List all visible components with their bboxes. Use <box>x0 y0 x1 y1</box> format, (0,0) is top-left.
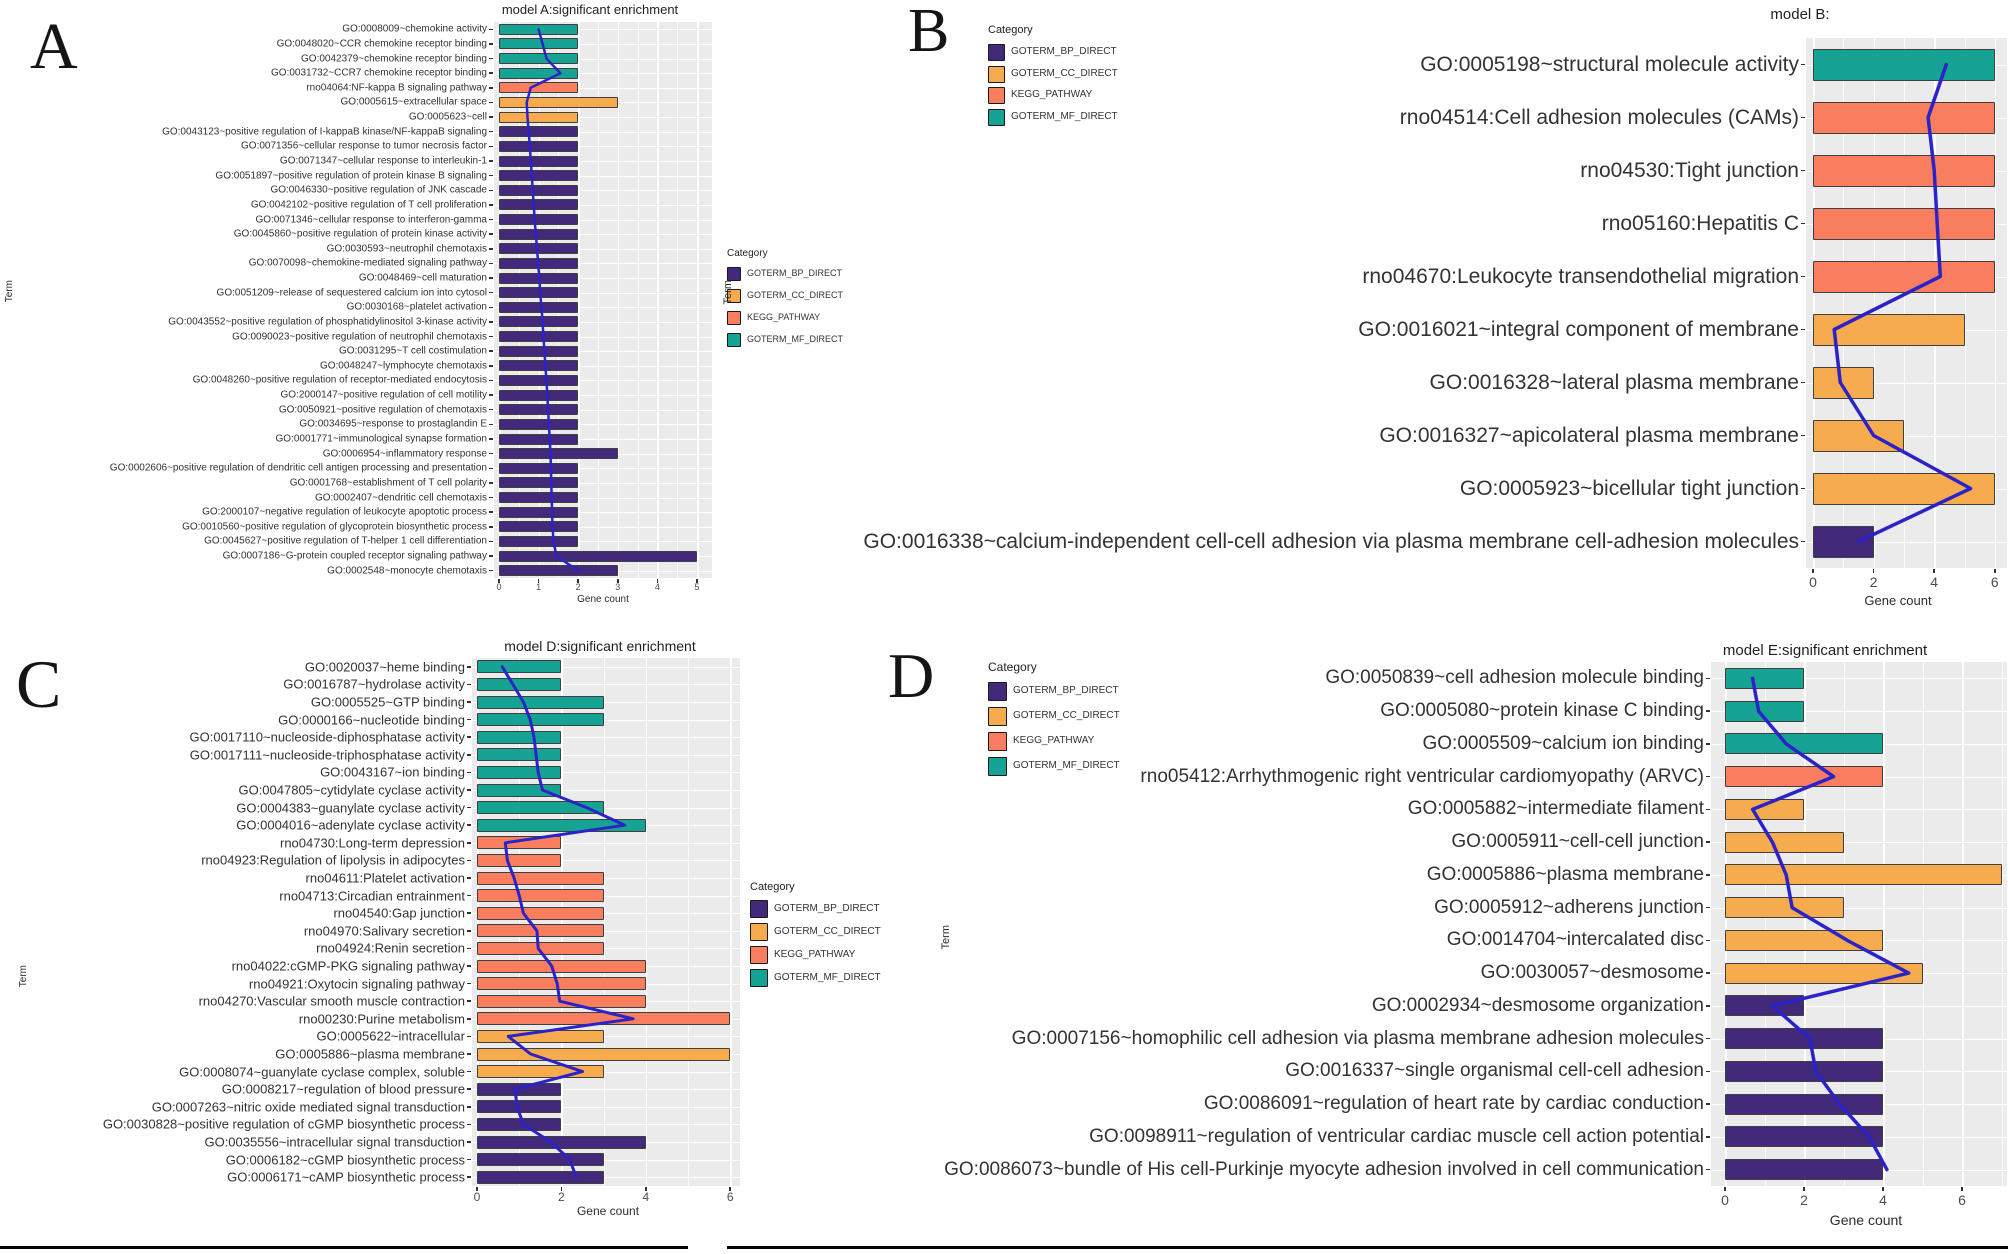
y-tick-mark <box>467 965 471 967</box>
term-label: GO:0005509~calcium ion binding <box>1422 732 1704 754</box>
x-tick-label: 5 <box>694 582 700 592</box>
x-tick-label: 2 <box>1869 574 1878 590</box>
y-tick-mark <box>489 453 493 455</box>
legend-label: GOTERM_MF_DIRECT <box>774 971 881 983</box>
x-tick-label: 6 <box>726 1190 734 1204</box>
x-tick-label: 6 <box>1958 1192 1966 1208</box>
x-tick-mark <box>1933 569 1935 573</box>
term-label: GO:0002548~monocyte chemotaxis <box>327 565 487 577</box>
term-label: GO:0016337~single organismal cell-cell adhesion <box>1285 1060 1704 1082</box>
legend-swatch-KEGG_PATHWAY <box>988 87 1005 104</box>
legend-swatch-GOTERM_BP_DIRECT <box>988 682 1007 701</box>
x-axis-title: Gene count <box>1864 593 1932 608</box>
legend-label: KEGG_PATHWAY <box>1011 89 1093 101</box>
term-label: GO:0017110~nucleoside-diphosphatase activity <box>189 729 465 745</box>
term-label: rno04270:Vascular smooth muscle contraction <box>198 993 465 1009</box>
y-tick-mark <box>1801 329 1805 331</box>
y-tick-mark <box>489 526 493 528</box>
term-label: GO:0030593~neutrophil chemotaxis <box>326 243 487 255</box>
y-tick-mark <box>467 1124 471 1126</box>
legend-label: GOTERM_CC_DIRECT <box>1011 67 1118 79</box>
term-label: rno05160:Hepatitis C <box>1601 211 1799 235</box>
y-tick-mark <box>467 1000 471 1002</box>
term-label: rno04924:Renin secretion <box>316 940 465 956</box>
term-label: GO:0031732~CCR7 chemokine receptor binding <box>271 67 487 79</box>
y-tick-mark <box>489 263 493 265</box>
legend-label: GOTERM_CC_DIRECT <box>774 925 881 937</box>
y-tick-mark <box>1706 1038 1710 1040</box>
term-label: GO:0070098~chemokine-mediated signaling pathway <box>248 257 487 269</box>
y-tick-mark <box>1706 940 1710 942</box>
y-tick-mark <box>467 895 471 897</box>
term-label: GO:0030168~platelet activation <box>346 301 487 313</box>
y-tick-mark <box>489 29 493 31</box>
y-tick-mark <box>489 541 493 543</box>
y-tick-mark <box>467 1088 471 1090</box>
y-tick-mark <box>1801 64 1805 66</box>
legend-label: GOTERM_BP_DIRECT <box>1011 46 1117 58</box>
y-tick-mark <box>1706 776 1710 778</box>
y-tick-mark <box>1801 488 1805 490</box>
legend-swatch-GOTERM_BP_DIRECT <box>727 267 741 281</box>
y-tick-mark <box>489 131 493 133</box>
term-label: GO:0001771~immunological synapse formation <box>275 433 487 445</box>
y-tick-mark <box>467 860 471 862</box>
x-tick-label: 0 <box>496 582 502 592</box>
legend-label: GOTERM_MF_DIRECT <box>747 334 844 345</box>
legend-swatch-GOTERM_CC_DIRECT <box>988 66 1005 83</box>
term-label: GO:0008009~chemokine activity <box>342 23 487 35</box>
legend-swatch-KEGG_PATHWAY <box>727 311 741 325</box>
term-label: GO:0005923~bicellular tight junction <box>1459 476 1799 500</box>
y-tick-mark <box>489 438 493 440</box>
x-axis-title: Gene count <box>1829 1212 1903 1228</box>
y-tick-mark <box>489 394 493 396</box>
legend-label: GOTERM_CC_DIRECT <box>747 290 844 301</box>
y-tick-mark <box>489 380 493 382</box>
term-label: GO:0007263~nitric oxide mediated signal transduction <box>151 1099 465 1115</box>
x-tick-label: 3 <box>615 582 621 592</box>
y-tick-mark <box>467 1036 471 1038</box>
legend-title: Category <box>750 881 795 893</box>
term-label: GO:0016328~lateral plasma membrane <box>1429 370 1799 394</box>
legend-label: GOTERM_BP_DIRECT <box>774 902 880 914</box>
x-axis-title: Gene count <box>577 594 629 605</box>
x-tick-mark <box>1882 1187 1884 1191</box>
term-label: rno04022:cGMP-PKG signaling pathway <box>231 958 465 974</box>
y-tick-mark <box>489 555 493 557</box>
term-label: GO:0005623~cell <box>408 111 487 123</box>
y-tick-mark <box>467 877 471 879</box>
y-tick-mark <box>489 468 493 470</box>
term-label: GO:0086073~bundle of His cell-Purkinje myocyte adhesion involved in cell communication <box>944 1158 1704 1180</box>
y-tick-mark <box>1706 841 1710 843</box>
y-tick-mark <box>489 336 493 338</box>
term-label: GO:0042102~positive regulation of T cell proliferation <box>250 199 487 211</box>
term-label: GO:0002606~positive regulation of dendritic cell antigen processing and presentation <box>109 462 487 474</box>
legend-label: GOTERM_MF_DIRECT <box>1011 110 1118 122</box>
bottom-rule-right <box>727 1246 2008 1249</box>
legend-swatch-GOTERM_BP_DIRECT <box>988 44 1005 61</box>
x-tick-label: 4 <box>1879 1192 1887 1208</box>
legend-swatch-GOTERM_MF_DIRECT <box>750 969 768 987</box>
term-label: GO:0051897~positive regulation of protein kinase B signaling <box>215 170 487 182</box>
term-label: rno04923:Regulation of lipolysis in adipocytes <box>201 852 465 868</box>
legend-swatch-KEGG_PATHWAY <box>988 732 1007 751</box>
term-label: GO:0014704~intercalated disc <box>1446 929 1704 951</box>
y-tick-mark <box>467 1106 471 1108</box>
term-label: GO:0042379~chemokine receptor binding <box>301 53 487 65</box>
panel-A-title: model A:significant enrichment <box>501 2 679 17</box>
y-tick-mark <box>1706 1071 1710 1073</box>
x-tick-label: 4 <box>642 1190 650 1204</box>
term-label: rno04064:NF-kappa B signaling pathway <box>306 82 487 94</box>
y-tick-mark <box>489 570 493 572</box>
term-label: GO:0071356~cellular response to tumor necrosis factor <box>241 140 487 152</box>
term-label: GO:0050839~cell adhesion molecule binding <box>1325 667 1704 689</box>
trend-line <box>494 22 712 578</box>
y-tick-mark <box>467 930 471 932</box>
legend-swatch-GOTERM_MF_DIRECT <box>988 109 1005 126</box>
term-label: GO:0002934~desmosome organization <box>1371 994 1704 1016</box>
y-tick-mark <box>489 365 493 367</box>
bottom-rule-left <box>0 1246 688 1249</box>
x-axis-title: Gene count <box>576 1204 640 1218</box>
term-label: GO:0010560~positive regulation of glycoprotein biosynthetic process <box>182 521 487 533</box>
legend-title: Category <box>988 24 1033 36</box>
term-label: GO:0016338~calcium-independent cell-cell adhesion via plasma membrane cell-adhesion molecules <box>863 529 1799 553</box>
y-axis-title: Term <box>4 280 15 303</box>
y-tick-mark <box>489 233 493 235</box>
y-tick-mark <box>1706 907 1710 909</box>
legend-swatch-KEGG_PATHWAY <box>750 946 768 964</box>
term-label: GO:0086091~regulation of heart rate by cardiac conduction <box>1203 1093 1704 1115</box>
term-label: rno05412:Arrhythmogenic right ventricular cardiomyopathy (ARVC) <box>1140 765 1704 787</box>
legend-title: Category <box>727 248 768 259</box>
term-label: GO:0006171~cAMP biosynthetic process <box>227 1169 465 1185</box>
term-label: GO:0043167~ion binding <box>320 764 465 780</box>
y-tick-mark <box>467 789 471 791</box>
y-tick-mark <box>489 175 493 177</box>
legend-label: GOTERM_CC_DIRECT <box>1013 710 1120 722</box>
y-tick-mark <box>1706 1103 1710 1105</box>
term-label: rno04540:Gap junction <box>333 905 465 921</box>
y-tick-mark <box>467 842 471 844</box>
term-label: GO:0048469~cell maturation <box>358 272 487 284</box>
y-tick-mark <box>489 482 493 484</box>
term-label: rno04670:Leukocyte transendothelial migration <box>1362 264 1799 288</box>
y-tick-mark <box>489 409 493 411</box>
trend-line <box>472 658 740 1186</box>
term-label: GO:0030057~desmosome <box>1480 962 1704 984</box>
term-label: GO:0047805~cytidylate cyclase activity <box>238 782 465 798</box>
term-label: GO:0045860~positive regulation of protein kinase activity <box>233 228 487 240</box>
y-tick-mark <box>489 307 493 309</box>
term-label: GO:0046330~positive regulation of JNK cascade <box>270 184 487 196</box>
term-label: GO:0005886~plasma membrane <box>275 1046 465 1062</box>
term-label: GO:0016021~integral component of membrane <box>1358 317 1799 341</box>
term-label: rno04730:Long-term depression <box>279 835 465 851</box>
term-label: GO:0005912~adherens junction <box>1434 896 1704 918</box>
y-tick-mark <box>467 1018 471 1020</box>
term-label: GO:0045627~positive regulation of T-helper 1 cell differentiation <box>204 535 487 547</box>
y-tick-mark <box>1801 382 1805 384</box>
y-tick-mark <box>467 701 471 703</box>
y-tick-mark <box>1801 223 1805 225</box>
x-tick-label: 2 <box>558 1190 565 1204</box>
y-tick-mark <box>467 807 471 809</box>
term-label: GO:0005882~intermediate filament <box>1407 798 1704 820</box>
y-tick-mark <box>467 1053 471 1055</box>
y-tick-mark <box>467 983 471 985</box>
y-tick-mark <box>489 424 493 426</box>
legend-swatch-GOTERM_BP_DIRECT <box>750 900 768 918</box>
term-label: GO:0017111~nucleoside-triphosphatase activity <box>189 747 465 763</box>
x-tick-label: 0 <box>1809 574 1817 590</box>
y-axis-title: Term <box>940 925 952 950</box>
y-tick-mark <box>489 204 493 206</box>
legend-label: GOTERM_MF_DIRECT <box>1013 760 1120 772</box>
y-tick-mark <box>1706 1005 1710 1007</box>
y-tick-mark <box>1706 710 1710 712</box>
term-label: GO:0071346~cellular response to interferon-gamma <box>255 214 487 226</box>
term-label: GO:0016787~hydrolase activity <box>283 676 465 692</box>
x-tick-label: 6 <box>1990 574 1999 590</box>
term-label: GO:0048247~lymphocyte chemotaxis <box>319 360 487 372</box>
term-label: GO:0043123~positive regulation of I-kappaB kinase/NF-kappaB signaling <box>162 126 487 138</box>
x-tick-mark <box>1961 1187 1963 1191</box>
y-tick-mark <box>467 1141 471 1143</box>
y-tick-mark <box>467 824 471 826</box>
y-tick-mark <box>1706 743 1710 745</box>
y-tick-mark <box>489 146 493 148</box>
x-tick-mark <box>1994 569 1996 573</box>
x-tick-label: 2 <box>1800 1192 1808 1208</box>
y-tick-mark <box>489 160 493 162</box>
term-label: GO:0035556~intracellular signal transduction <box>204 1134 465 1150</box>
term-label: rno04921:Oxytocin signaling pathway <box>248 976 465 992</box>
y-tick-mark <box>1706 972 1710 974</box>
y-tick-mark <box>489 58 493 60</box>
term-label: GO:0020037~heme binding <box>304 659 465 675</box>
trend-line <box>1711 662 2007 1186</box>
y-tick-mark <box>489 102 493 104</box>
panel-C-title: model D:significant enrichment <box>504 638 696 654</box>
term-label: GO:0005886~plasma membrane <box>1426 863 1704 885</box>
term-label: GO:0005622~intracellular <box>316 1028 465 1044</box>
term-label: GO:0005080~protein kinase C binding <box>1380 700 1704 722</box>
term-label: GO:0005615~extracellular space <box>340 96 487 108</box>
x-tick-mark <box>1873 569 1875 573</box>
term-label: GO:0007186~G-protein coupled receptor signaling pathway <box>222 550 487 562</box>
y-tick-mark <box>1801 276 1805 278</box>
y-tick-mark <box>489 43 493 45</box>
term-label: GO:2000147~positive regulation of cell motility <box>280 389 487 401</box>
legend-swatch-GOTERM_CC_DIRECT <box>750 923 768 941</box>
legend-label: GOTERM_BP_DIRECT <box>747 268 843 279</box>
y-tick-mark <box>1706 809 1710 811</box>
term-label: GO:0034695~response to prostaglandin E <box>299 418 487 430</box>
y-tick-mark <box>467 666 471 668</box>
y-tick-mark <box>489 292 493 294</box>
term-label: GO:0008217~regulation of blood pressure <box>221 1081 465 1097</box>
y-tick-mark <box>489 87 493 89</box>
legend-title: Category <box>988 660 1037 674</box>
y-axis-title: Term <box>722 280 734 305</box>
y-tick-mark <box>467 684 471 686</box>
term-label: GO:0051209~release of sequestered calcium ion into cytosol <box>216 287 487 299</box>
term-label: rno04514:Cell adhesion molecules (CAMs) <box>1399 105 1799 129</box>
x-tick-label: 1 <box>536 582 542 592</box>
term-label: GO:0050921~positive regulation of chemotaxis <box>278 404 487 416</box>
term-label: GO:0002407~dendritic cell chemotaxis <box>314 492 487 504</box>
x-tick-label: 0 <box>473 1190 481 1204</box>
y-tick-mark <box>1706 874 1710 876</box>
term-label: GO:0098911~regulation of ventricular cardiac muscle cell action potential <box>1089 1125 1704 1147</box>
term-label: GO:0006182~cGMP biosynthetic process <box>225 1152 465 1168</box>
x-tick-label: 4 <box>1930 574 1939 590</box>
y-tick-mark <box>1706 678 1710 680</box>
legend-swatch-GOTERM_CC_DIRECT <box>988 707 1007 726</box>
y-tick-mark <box>489 190 493 192</box>
term-label: GO:0016327~apicolateral plasma membrane <box>1379 423 1799 447</box>
x-tick-mark <box>1724 1187 1726 1191</box>
y-tick-mark <box>1706 1169 1710 1171</box>
x-tick-label: 2 <box>575 582 581 592</box>
x-tick-label: 4 <box>654 582 660 592</box>
term-label: GO:0031295~T cell costimulation <box>339 345 487 357</box>
y-tick-mark <box>489 321 493 323</box>
term-label: GO:0090023~positive regulation of neutrophil chemotaxis <box>232 331 487 343</box>
legend-label: KEGG_PATHWAY <box>747 312 821 323</box>
term-label: GO:0004383~guanylate cyclase activity <box>236 800 465 816</box>
panel-A-letter: A <box>30 10 78 83</box>
term-label: GO:0007156~homophilic cell adhesion via plasma membrane adhesion molecules <box>1011 1027 1704 1049</box>
term-label: GO:0071347~cellular response to interleukin-1 <box>279 155 487 167</box>
y-tick-mark <box>489 219 493 221</box>
term-label: GO:0000166~nucleotide binding <box>278 712 465 728</box>
y-tick-mark <box>1801 170 1805 172</box>
panel-B-letter: B <box>908 0 950 65</box>
term-label: GO:0005198~structural molecule activity <box>1420 52 1799 76</box>
legend-swatch-GOTERM_MF_DIRECT <box>727 333 741 347</box>
panel-C-letter: C <box>16 646 62 722</box>
x-tick-mark <box>1803 1187 1805 1191</box>
y-tick-mark <box>489 72 493 74</box>
y-tick-mark <box>489 116 493 118</box>
term-label: GO:0048020~CCR chemokine receptor binding <box>276 38 487 50</box>
term-label: GO:0004016~adenylate cyclase activity <box>236 817 465 833</box>
legend-label: KEGG_PATHWAY <box>1013 735 1095 747</box>
y-tick-mark <box>467 912 471 914</box>
y-tick-mark <box>467 948 471 950</box>
term-label: rno04530:Tight junction <box>1580 158 1799 182</box>
y-tick-mark <box>467 736 471 738</box>
term-label: GO:0043552~positive regulation of phosphatidylinositol 3-kinase activity <box>168 316 487 328</box>
legend-label: KEGG_PATHWAY <box>774 948 856 960</box>
y-tick-mark <box>467 719 471 721</box>
legend-swatch-GOTERM_MF_DIRECT <box>988 757 1007 776</box>
panel-D-letter: D <box>888 640 935 711</box>
y-tick-mark <box>489 277 493 279</box>
y-tick-mark <box>467 772 471 774</box>
term-label: GO:0001768~establishment of T cell polarity <box>289 477 487 489</box>
y-tick-mark <box>489 350 493 352</box>
y-tick-mark <box>467 1176 471 1178</box>
y-tick-mark <box>1801 541 1805 543</box>
term-label: GO:0006954~inflammatory response <box>322 448 487 460</box>
term-label: GO:0005911~cell-cell junction <box>1451 831 1704 853</box>
y-tick-mark <box>1801 117 1805 119</box>
term-label: GO:0048260~positive regulation of receptor-mediated endocytosis <box>192 374 487 386</box>
y-tick-mark <box>489 511 493 513</box>
x-tick-mark <box>1812 569 1814 573</box>
term-label: rno00230:Purine metabolism <box>298 1011 465 1027</box>
y-axis-title: Term <box>18 965 29 988</box>
term-label: GO:0008074~guanylate cyclase complex, soluble <box>179 1064 465 1080</box>
term-label: GO:0005525~GTP binding <box>310 694 465 710</box>
term-label: GO:2000107~negative regulation of leukocyte apoptotic process <box>202 506 487 518</box>
x-tick-label: 0 <box>1721 1192 1729 1208</box>
term-label: GO:0030828~positive regulation of cGMP biosynthetic process <box>102 1116 465 1132</box>
panel-D-title: model E:significant enrichment <box>1722 642 1928 659</box>
y-tick-mark <box>489 248 493 250</box>
term-label: rno04713:Circadian entrainment <box>279 888 465 904</box>
legend-label: GOTERM_BP_DIRECT <box>1013 685 1119 697</box>
term-label: rno04611:Platelet activation <box>305 870 465 886</box>
panel-B-title: model B: <box>1770 6 1830 23</box>
y-tick-mark <box>1706 1136 1710 1138</box>
term-label: rno04970:Salivary secretion <box>303 923 465 939</box>
y-tick-mark <box>467 1071 471 1073</box>
y-tick-mark <box>467 754 471 756</box>
trend-line <box>1806 38 2007 568</box>
y-tick-mark <box>1801 435 1805 437</box>
y-tick-mark <box>489 497 493 499</box>
y-tick-mark <box>467 1159 471 1161</box>
